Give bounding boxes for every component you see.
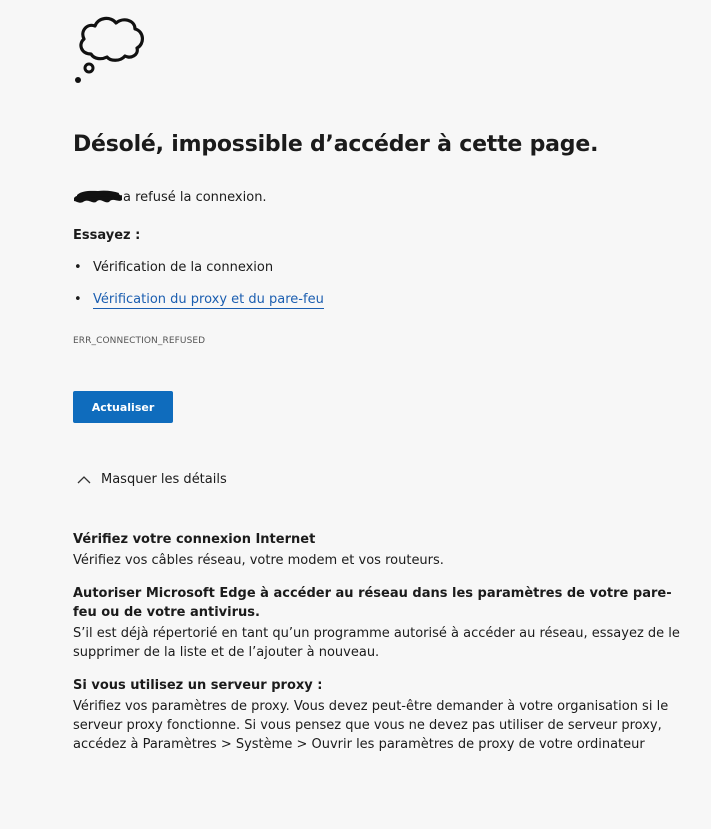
host-message-text: a refusé la connexion.	[123, 190, 267, 205]
suggestions-list	[73, 260, 324, 324]
error-code: ERR_CONNECTION_REFUSED	[73, 336, 206, 346]
suggestion-text: Vérification de la connexion	[93, 260, 274, 275]
details-section-internet	[73, 530, 683, 570]
details-heading: Si vous utilisez un serveur proxy :	[73, 678, 323, 693]
details-body: Vérifiez vos paramètres de proxy. Vous devez peut-être demander à votre organisation si le serveur proxy fonctionne. Si vous pensez que vous ne devez pas utiliser de serveur proxy, accédez à Paramètres > Système > Ouvrir les paramètres de proxy de votre ordinateur	[73, 699, 669, 752]
redacted-hostname	[73, 188, 123, 204]
details-heading: Vérifiez votre connexion Internet	[73, 532, 316, 547]
hide-details-toggle[interactable]	[77, 472, 227, 487]
thought-cloud-icon	[73, 14, 149, 86]
page-title: Désolé, impossible d’accéder à cette page.	[73, 132, 599, 157]
try-heading: Essayez :	[73, 228, 141, 243]
refresh-button[interactable]: Actualiser	[73, 391, 173, 423]
chevron-up-icon	[77, 475, 91, 485]
details-panel	[73, 530, 683, 768]
details-body: Vérifiez vos câbles réseau, votre modem et vos routeurs.	[73, 553, 444, 568]
connection-refused-message	[73, 188, 267, 205]
details-body: S’il est déjà répertorié en tant qu’un programme autorisé à accéder au réseau, essayez de le supprimer de la liste et de l’ajouter à nouveau.	[73, 626, 680, 660]
details-section-firewall	[73, 584, 683, 662]
suggestion-check-proxy-firewall	[73, 292, 324, 324]
check-proxy-firewall-link[interactable]: Vérification du proxy et du pare-feu	[93, 292, 324, 307]
bullet-icon: •	[74, 260, 82, 275]
bullet-icon: •	[74, 292, 82, 307]
hide-details-label: Masquer les détails	[101, 472, 227, 487]
suggestion-check-connection	[73, 260, 324, 292]
details-heading: Autoriser Microsoft Edge à accéder au réseau dans les paramètres de votre pare-feu ou de votre antivirus.	[73, 586, 672, 620]
details-section-proxy	[73, 676, 683, 754]
